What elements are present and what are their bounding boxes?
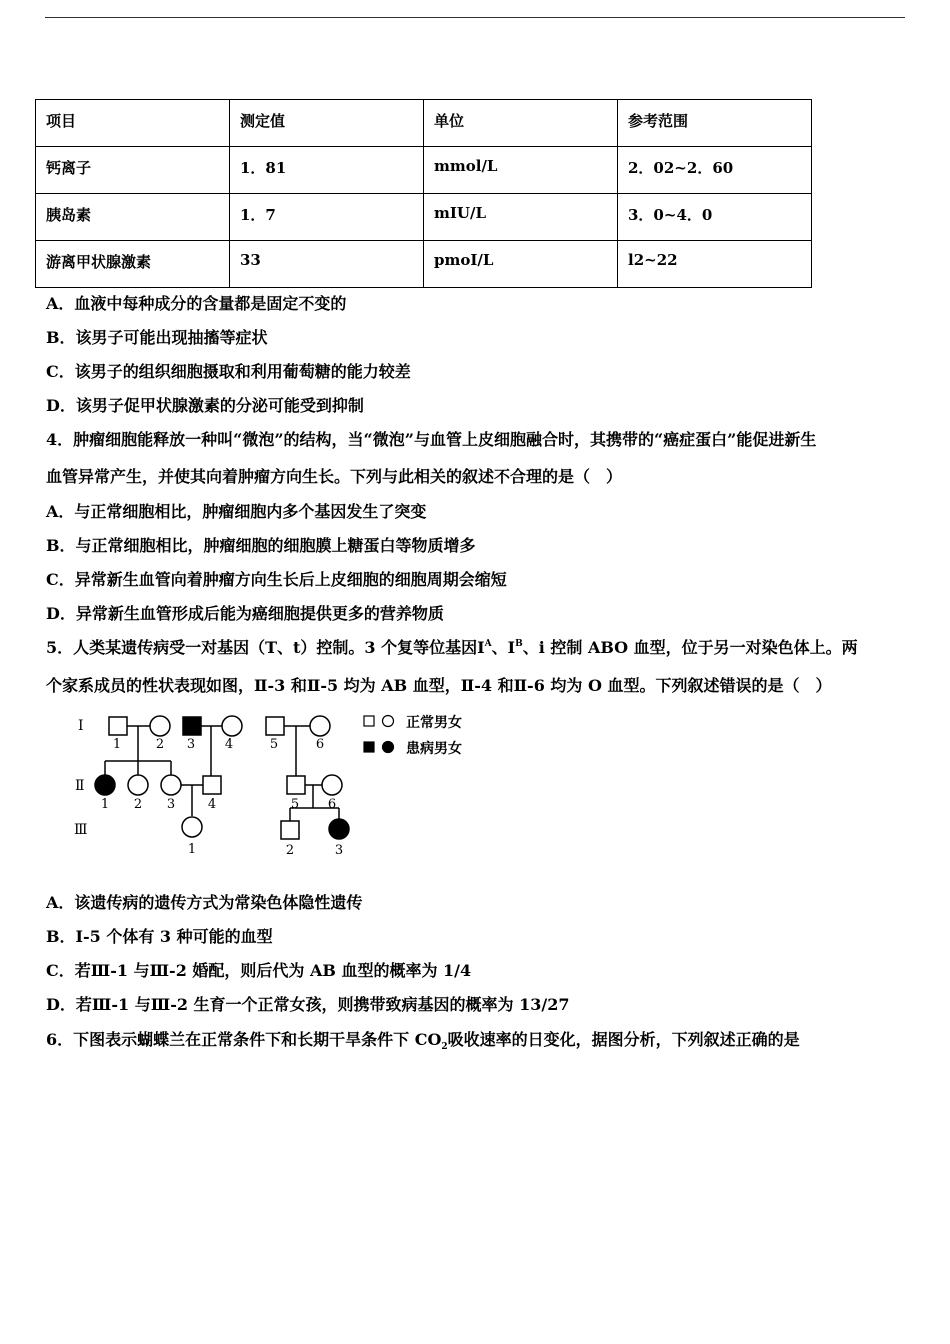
q3-option-b: B．该男子可能出现抽搐等症状 xyxy=(46,328,268,347)
pedigree-I6-normal-female xyxy=(310,716,330,736)
q6-stem-part: 吸收速率的日变化，据图分析，下列叙述正确的是 xyxy=(447,1030,800,1049)
q5-stem-part: 5．人类某遗传病受一对基因（T、t）控制。3 个复等位基因Ⅰ xyxy=(46,638,485,657)
legend-affected-label: 患病男女 xyxy=(406,741,462,757)
legend-affected-female-icon xyxy=(383,742,394,753)
pedigree-number: 4 xyxy=(224,737,234,752)
table-row xyxy=(36,147,812,194)
q5-stem-line2: 个家系成员的性状表现如图，Ⅱ-3 和Ⅱ-5 均为 AB 血型，Ⅱ-4 和Ⅱ-6 均为 O 血型。下列叙述错误的是（ ） xyxy=(46,676,832,695)
pedigree-II5-normal-male xyxy=(287,776,305,794)
allele-superscript-b: B xyxy=(515,639,523,649)
pedigree-II6-normal-female xyxy=(322,775,342,795)
pedigree-III3-affected-female xyxy=(329,819,349,839)
pedigree-II4-normal-male xyxy=(203,776,221,794)
co2-subscript: 2 xyxy=(441,1042,448,1053)
generation-label-II: Ⅱ xyxy=(75,778,85,794)
table-cell: 胰岛素 xyxy=(36,194,230,241)
q4-option-b: B．与正常细胞相比，肿瘤细胞的细胞膜上糖蛋白等物质增多 xyxy=(46,536,476,555)
lab-results-table xyxy=(35,99,812,288)
q4-stem-line2: 血管异常产生，并使其向着肿瘤方向生长。下列与此相关的叙述不合理的是（ ） xyxy=(46,467,623,486)
q5-stem-part: 、i 控制 ABO 血型，位于另一对染色体上。两 xyxy=(522,638,858,657)
pedigree-number: 2 xyxy=(133,797,143,812)
legend-normal-male-icon xyxy=(364,716,374,726)
pedigree-II2-normal-female xyxy=(128,775,148,795)
pedigree-diagram xyxy=(68,708,488,860)
table-header-row xyxy=(36,100,812,147)
table-cell: mIU/L xyxy=(424,194,618,241)
table-cell: mmol/L xyxy=(424,147,618,194)
q5-option-b: B．Ⅰ-5 个体有 3 种可能的血型 xyxy=(46,927,273,946)
table-cell: 1．7 xyxy=(230,194,424,241)
pedigree-number: 2 xyxy=(285,843,295,858)
allele-superscript-a: A xyxy=(484,639,492,649)
pedigree-I1-normal-male xyxy=(109,717,127,735)
q3-option-c: C．该男子的组织细胞摄取和利用葡萄糖的能力较差 xyxy=(46,362,411,381)
pedigree-number: 6 xyxy=(315,737,325,752)
header-rule xyxy=(45,17,905,18)
q5-option-a: A．该遗传病的遗传方式为常染色体隐性遗传 xyxy=(46,893,363,912)
pedigree-III1-normal-female xyxy=(182,817,202,837)
table-cell: pmoI/L xyxy=(424,241,618,288)
table-cell: 1．81 xyxy=(230,147,424,194)
pedigree-number: 3 xyxy=(186,737,196,752)
table-header-cell: 参考范围 xyxy=(618,100,812,147)
table-cell: 3．0~4．0 xyxy=(618,194,812,241)
pedigree-number: 1 xyxy=(112,737,122,752)
q5-option-d: D．若Ⅲ-1 与Ⅲ-2 生育一个正常女孩，则携带致病基因的概率为 13/27 xyxy=(46,995,570,1014)
generation-label-III: Ⅲ xyxy=(74,822,88,838)
pedigree-number: 3 xyxy=(334,843,344,858)
table-cell: 钙离子 xyxy=(36,147,230,194)
pedigree-number: 6 xyxy=(327,797,337,812)
q6-stem xyxy=(46,1030,800,1057)
q3-option-d: D．该男子促甲状腺激素的分泌可能受到抑制 xyxy=(46,396,364,415)
table-row xyxy=(36,241,812,288)
table-cell: 2．02~2．60 xyxy=(618,147,812,194)
q5-stem-line1 xyxy=(46,638,858,658)
legend-normal-label: 正常男女 xyxy=(406,715,462,731)
table-cell: 游离甲状腺激素 xyxy=(36,241,230,288)
q4-option-c: C．异常新生血管向着肿瘤方向生长后上皮细胞的细胞周期会缩短 xyxy=(46,570,507,589)
q4-option-d: D．异常新生血管形成后能为癌细胞提供更多的营养物质 xyxy=(46,604,444,623)
pedigree-I3-affected-male xyxy=(183,717,201,735)
pedigree-I5-normal-male xyxy=(266,717,284,735)
q4-stem-line1: 4．肿瘤细胞能释放一种叫“微泡”的结构，当“微泡”与血管上皮细胞融合时，其携带的“癌症蛋白”能促进新生 xyxy=(46,430,817,449)
q3-option-a: A．血液中每种成分的含量都是固定不变的 xyxy=(46,294,347,313)
q5-stem-part: 、Ⅰ xyxy=(491,638,516,657)
table-row xyxy=(36,194,812,241)
q6-stem-part: 6．下图表示蝴蝶兰在正常条件下和长期干旱条件下 CO xyxy=(46,1030,442,1049)
pedigree-II1-affected-female xyxy=(95,775,115,795)
table-header-cell: 测定值 xyxy=(230,100,424,147)
pedigree-III2-normal-male xyxy=(281,821,299,839)
table-cell: l2~22 xyxy=(618,241,812,288)
pedigree-II3-normal-female xyxy=(161,775,181,795)
legend-affected-male-icon xyxy=(364,742,374,752)
q5-option-c: C．若Ⅲ-1 与Ⅲ-2 婚配，则后代为 AB 血型的概率为 1/4 xyxy=(46,961,472,980)
pedigree-number: 4 xyxy=(207,797,217,812)
pedigree-I2-normal-female xyxy=(150,716,170,736)
pedigree-number: 2 xyxy=(155,737,165,752)
pedigree-number: 5 xyxy=(269,737,279,752)
pedigree-number: 3 xyxy=(166,797,176,812)
generation-label-I: Ⅰ xyxy=(78,718,84,734)
table-header-cell: 单位 xyxy=(424,100,618,147)
pedigree-number: 1 xyxy=(187,842,197,857)
pedigree-number: 1 xyxy=(100,797,110,812)
pedigree-number: 5 xyxy=(290,797,300,812)
pedigree-I4-normal-female xyxy=(222,716,242,736)
q4-option-a: A．与正常细胞相比，肿瘤细胞内多个基因发生了突变 xyxy=(46,502,427,521)
legend-normal-female-icon xyxy=(383,716,394,727)
table-header-cell: 项目 xyxy=(36,100,230,147)
table-cell: 33 xyxy=(230,241,424,288)
